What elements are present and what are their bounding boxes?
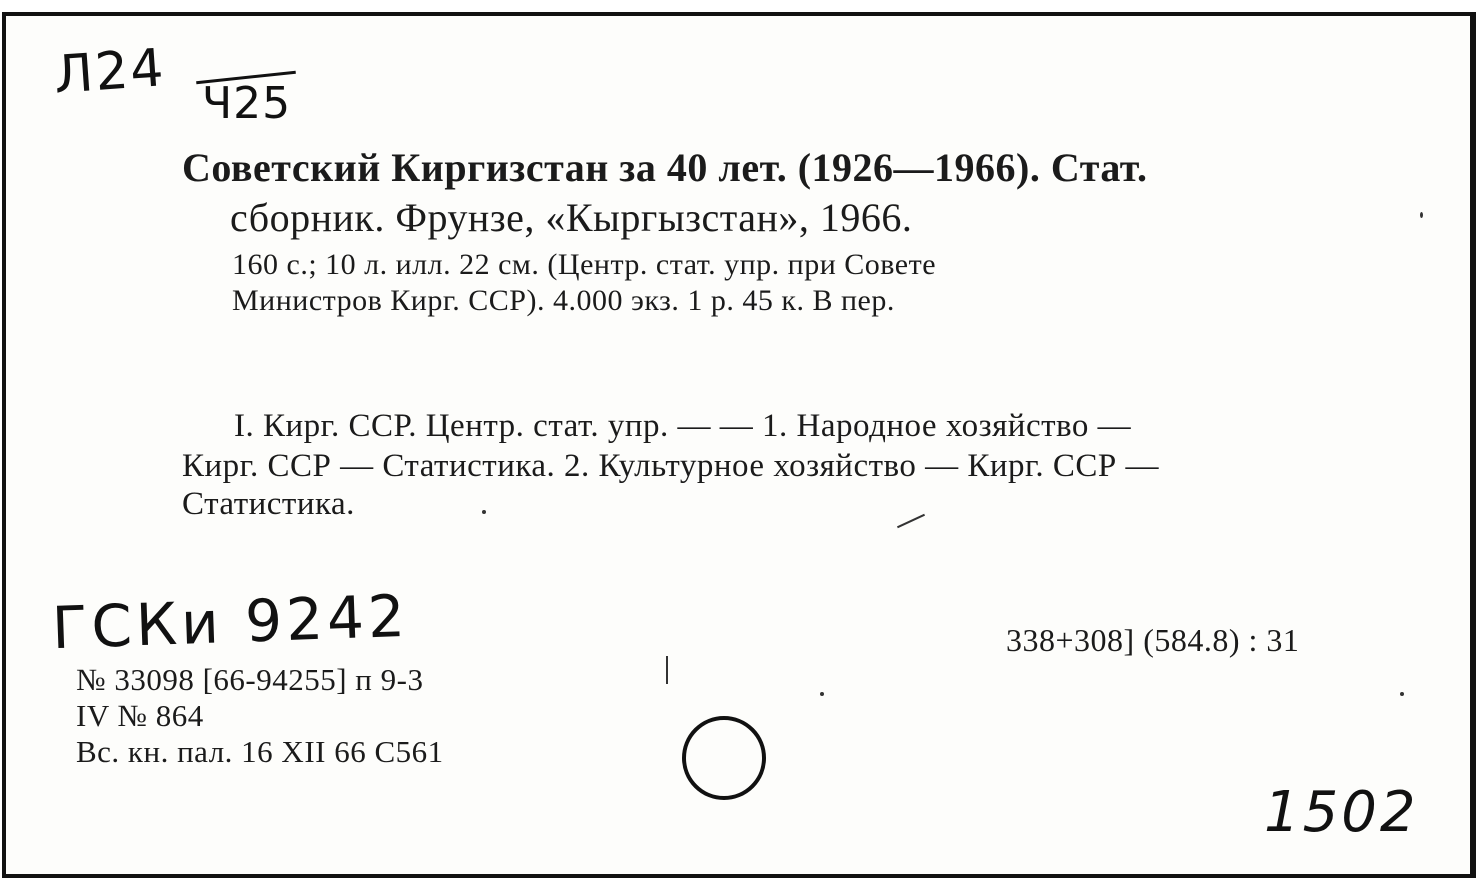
handwritten-call-number: Л24 (52, 38, 168, 106)
entry-title-line-1: Советский Киргизстан за 40 лет. (1926—1966). Стат. (182, 145, 1148, 190)
handwritten-inventory-number: 1502 (1264, 780, 1419, 845)
scan-speck (482, 510, 486, 514)
subjects-line-2: Кирг. ССР — Статистика. 2. Культурное хозяйство — Кирг. ССР — (182, 448, 1159, 484)
subjects-line-1: I. Кирг. ССР. Центр. стат. упр. — — 1. Народное хозяйство — (234, 408, 1132, 444)
scan-speck (820, 692, 824, 696)
imprint-line-1: № 33098 [66-94255] п 9-3 (76, 662, 424, 697)
punch-hole (682, 716, 766, 800)
scan-mark (666, 656, 668, 684)
scan-speck (1400, 692, 1404, 696)
catalog-card (2, 12, 1476, 878)
imprint-line-2: IV № 864 (76, 698, 204, 733)
entry-collation-line-2: Министров Кирг. ССР). 4.000 экз. 1 р. 45 к. В пер. (232, 284, 895, 317)
handwritten-call-number-sub: Ч25 (202, 78, 292, 129)
scan-speck (1420, 212, 1423, 218)
scan-mark (897, 514, 925, 528)
entry-title-line-2: сборник. Фрунзе, «Кыргызстан», 1966. (230, 195, 913, 240)
handwritten-catalog-code: ГСКи 9242 (50, 581, 410, 663)
entry-collation-line-1: 160 с.; 10 л. илл. 22 см. (Центр. стат. упр. при Совете (232, 248, 937, 281)
classification-number: 338+308] (584.8) : 31 (1006, 622, 1300, 658)
imprint-line-3: Вс. кн. пал. 16 XII 66 С561 (76, 734, 444, 769)
subjects-line-3: Статистика. (182, 486, 355, 522)
